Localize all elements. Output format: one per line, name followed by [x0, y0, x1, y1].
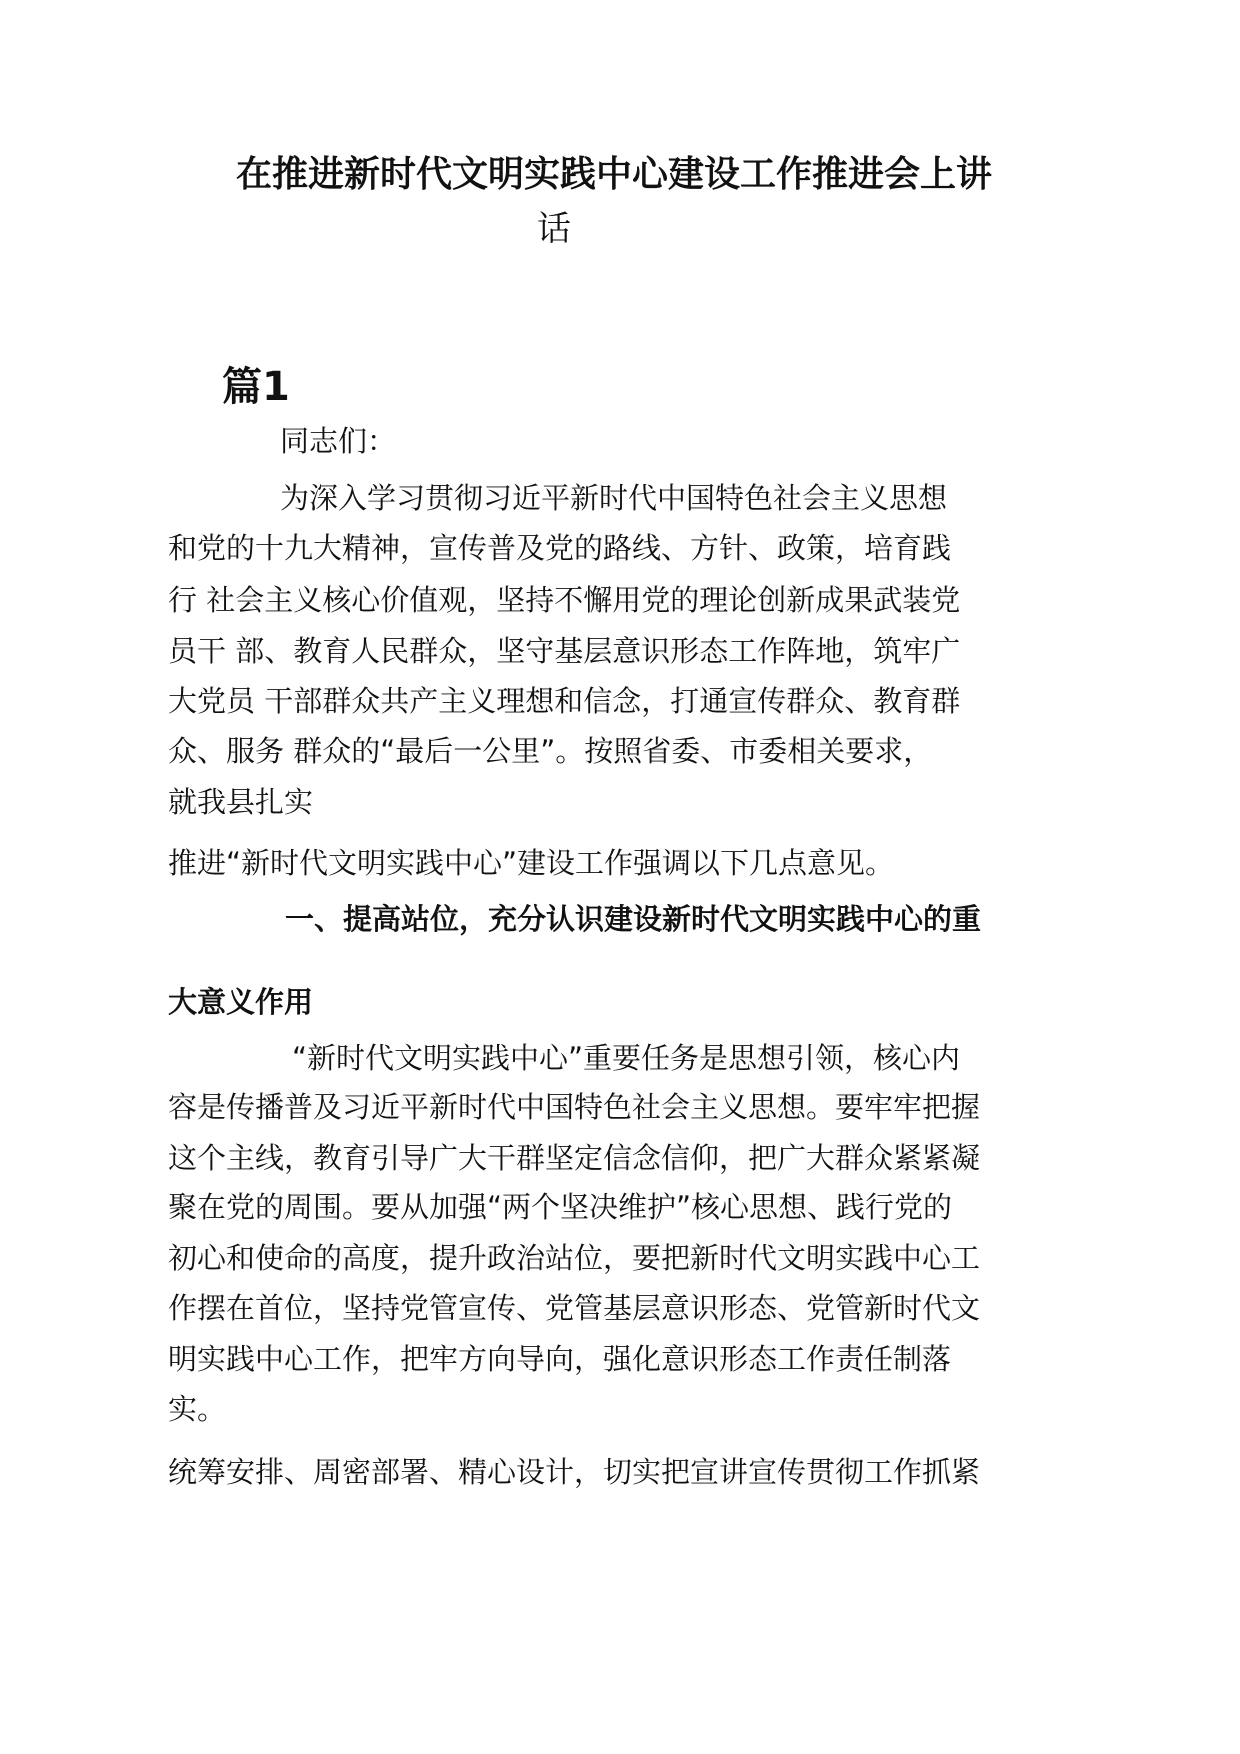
intro-line: 行 社会主义核心价值观，坚持不懈用党的理论创新成果武装党: [168, 583, 961, 617]
paragraph-3-line-1: 统筹安排、周密部署、精心设计，切实把宣讲宣传贯彻工作抓紧: [168, 1455, 981, 1489]
paragraph-2-line: “新时代文明实践中心”重要任务是思想引领，核心内: [292, 1041, 961, 1075]
intro-line: 大党员 干部群众共产主义理想和信念，打通宣传群众、教育群: [168, 684, 961, 718]
paragraph-2-line: 这个主线，教育引导广大干群坚定信念信仰，把广大群众紧紧凝: [168, 1141, 981, 1175]
salutation: 同志们：: [280, 424, 397, 458]
section-heading-1-line-1: 一、提高站位，充分认识建设新时代文明实践中心的重: [285, 902, 982, 936]
intro-line: 员干 部、教育人民群众，坚守基层意识形态工作阵地，筑牢广: [168, 634, 961, 668]
paragraph-2-line: 实。: [168, 1392, 227, 1426]
intro-line: 众、服务 群众的“最后一公里”。按照省委、市委相关要求，: [168, 734, 933, 768]
section-label: 篇1: [222, 364, 290, 410]
document-title-line-1: 在推进新时代文明实践中心建设工作推进会上讲: [236, 154, 993, 195]
intro-line: 就我县扎实: [168, 785, 314, 819]
document-title-line-2: 话: [537, 209, 571, 249]
intro-continuation: 推进“新时代文明实践中心”建设工作强调以下几点意见。: [168, 846, 895, 880]
paragraph-2-line: 明实践中心工作，把牢方向导向，强化意识形态工作责任制落: [168, 1342, 952, 1376]
intro-line: 为深入学习贯彻习近平新时代中国特色社会主义思想: [280, 481, 948, 515]
paragraph-2-line: 聚在党的周围。要从加强“两个坚决维护”核心思想、践行党的: [168, 1190, 953, 1224]
intro-line: 和党的十九大精神，宣传普及党的路线、方针、政策，培育践: [168, 531, 952, 565]
paragraph-2-line: 初心和使命的高度，提升政治站位，要把新时代文明实践中心工: [168, 1241, 981, 1275]
section-heading-1-line-2: 大意义作用: [168, 985, 314, 1019]
paragraph-2-line: 作摆在首位，坚持党管宣传、党管基层意识形态、党管新时代文: [168, 1291, 981, 1325]
paragraph-2-line: 容是传播普及习近平新时代中国特色社会主义思想。要牢牢把握: [168, 1090, 981, 1124]
